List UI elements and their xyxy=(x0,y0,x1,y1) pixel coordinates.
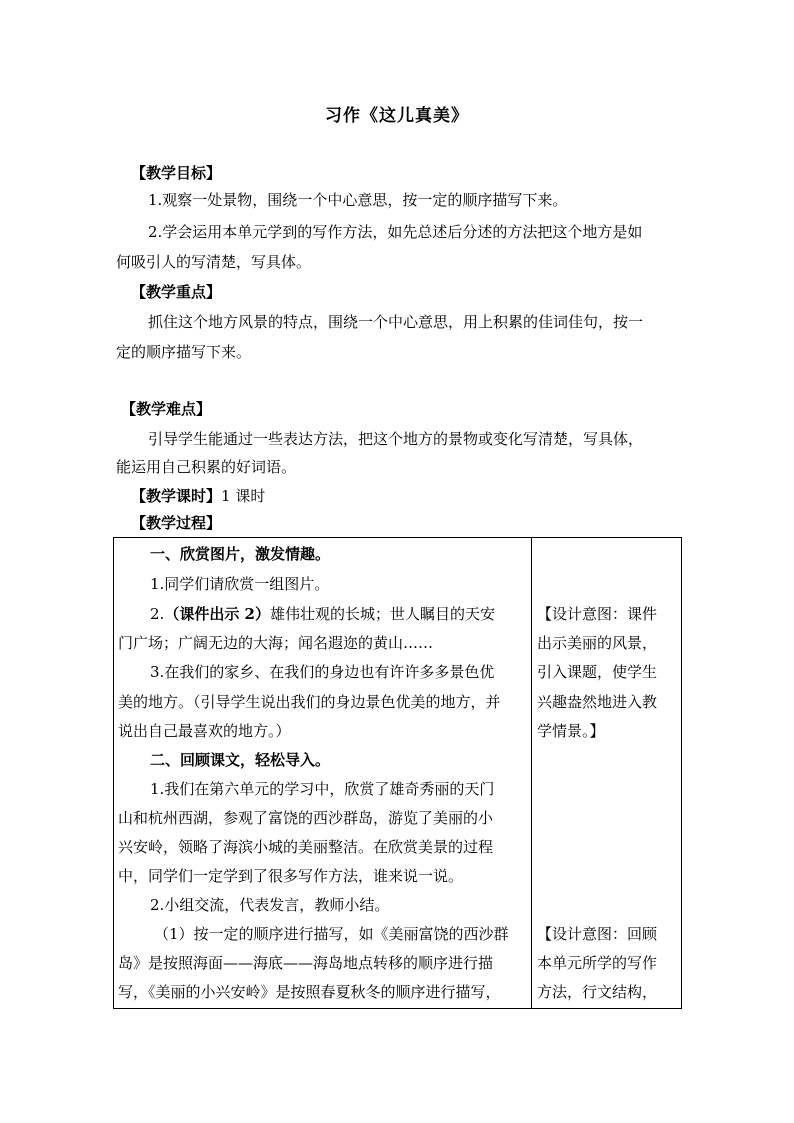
section-1-item-2-number: 2. xyxy=(150,605,165,623)
key-points-line-1: 抓住这个地方风景的特点，围绕一个中心意思，用上积累的佳词佳句，按一 xyxy=(148,313,644,331)
class-hours-value: 1 课时 xyxy=(221,487,266,505)
process-side-cell xyxy=(532,538,682,1009)
section-1-item-2-text: 雄伟壮观的长城；世人瞩目的天安 xyxy=(269,605,495,623)
difficulties-line-2: 能运用自己积累的好词语。 xyxy=(116,458,297,476)
class-hours-heading: 【教学课时】 xyxy=(131,487,222,505)
design-note-1-line-3: 引入课题，使学生 xyxy=(537,663,658,681)
section-2-item-1-line-1: 1.我们在第六单元的学习中，欣赏了雄奇秀丽的天门 xyxy=(150,780,495,798)
difficulties-heading: 【教学难点】 xyxy=(121,400,212,418)
objectives-item-1: 1.观察一处景物，围绕一个中心意思，按一定的顺序描写下来。 xyxy=(148,191,568,209)
design-note-2-line-1: 【设计意图：回顾 xyxy=(537,925,658,943)
section-2-item-1-line-2: 山和杭州西湖，参观了富饶的西沙群岛，游览了美丽的小 xyxy=(118,809,494,827)
section-1-title: 一、欣赏图片，激发情趣。 xyxy=(150,545,331,563)
class-hours-row xyxy=(131,485,265,507)
section-1-item-1: 1.同学们请欣赏一组图片。 xyxy=(150,575,330,593)
section-2-item-1-line-3: 兴安岭，领略了海滨小城的美丽整洁。在欣赏美景的过程 xyxy=(118,838,494,856)
process-main-cell xyxy=(114,538,532,1009)
design-note-1-line-2: 出示美丽的风景， xyxy=(537,634,658,652)
section-2-sub-1-line-3: 写，《美丽的小兴安岭》是按照春夏秋冬的顺序进行描写， xyxy=(118,983,501,1001)
design-note-2-line-3: 方法，行文结构， xyxy=(537,983,658,1001)
teaching-process-table xyxy=(113,537,682,1009)
design-note-1-line-1: 【设计意图：课件 xyxy=(537,605,658,623)
design-note-2-line-2: 本单元所学的写作 xyxy=(537,954,658,972)
section-1-item-2 xyxy=(150,603,495,625)
section-2-sub-1-line-1: （1）按一定的顺序进行描写，如《美丽富饶的西沙群 xyxy=(154,925,509,943)
section-2-item-2: 2.小组交流，代表发言，教师小结。 xyxy=(150,896,390,914)
objectives-heading: 【教学目标】 xyxy=(131,164,222,182)
objectives-item-2-line-1: 2.学会运用本单元学到的写作方法，如先总述后分述的方法把这个地方是如 xyxy=(148,223,643,241)
section-1-item-3-line-1: 3.在我们的家乡、在我们的身边也有许许多多景色优 xyxy=(150,663,495,681)
design-note-1-line-5: 学情景。】 xyxy=(537,722,605,740)
section-2-item-1-line-4: 中，同学们一定学到了很多写作方法，谁来说一说。 xyxy=(118,867,464,885)
section-2-sub-1-line-2: 岛》是按照海面——海底——海岛地点转移的顺序进行描 xyxy=(118,954,494,972)
design-note-1-line-4: 兴趣盎然地进入教 xyxy=(537,693,658,711)
key-points-line-2: 定的顺序描写下来。 xyxy=(116,343,252,361)
key-points-heading: 【教学重点】 xyxy=(131,283,222,301)
process-heading: 【教学过程】 xyxy=(131,514,222,532)
page-title: 习作《这儿真美》 xyxy=(325,106,469,126)
courseware-label: （课件出示 2） xyxy=(164,605,270,623)
section-1-item-3-line-2: 美的地方。（引导学生说出我们的身边景色优美的地方，并 xyxy=(118,693,501,711)
section-1-item-2-line-2: 门广场；广阔无边的大海；闻名遐迩的黄山…… xyxy=(118,634,434,652)
section-1-item-3-line-3: 说出自己最喜欢的地方。） xyxy=(118,722,291,740)
section-2-title: 二、回顾课文，轻松导入。 xyxy=(150,751,331,769)
objectives-item-2-line-2: 何吸引人的写清楚，写具体。 xyxy=(116,253,312,271)
difficulties-line-1: 引导学生能通过一些表达方法，把这个地方的景物或变化写清楚，写具体， xyxy=(148,430,644,448)
